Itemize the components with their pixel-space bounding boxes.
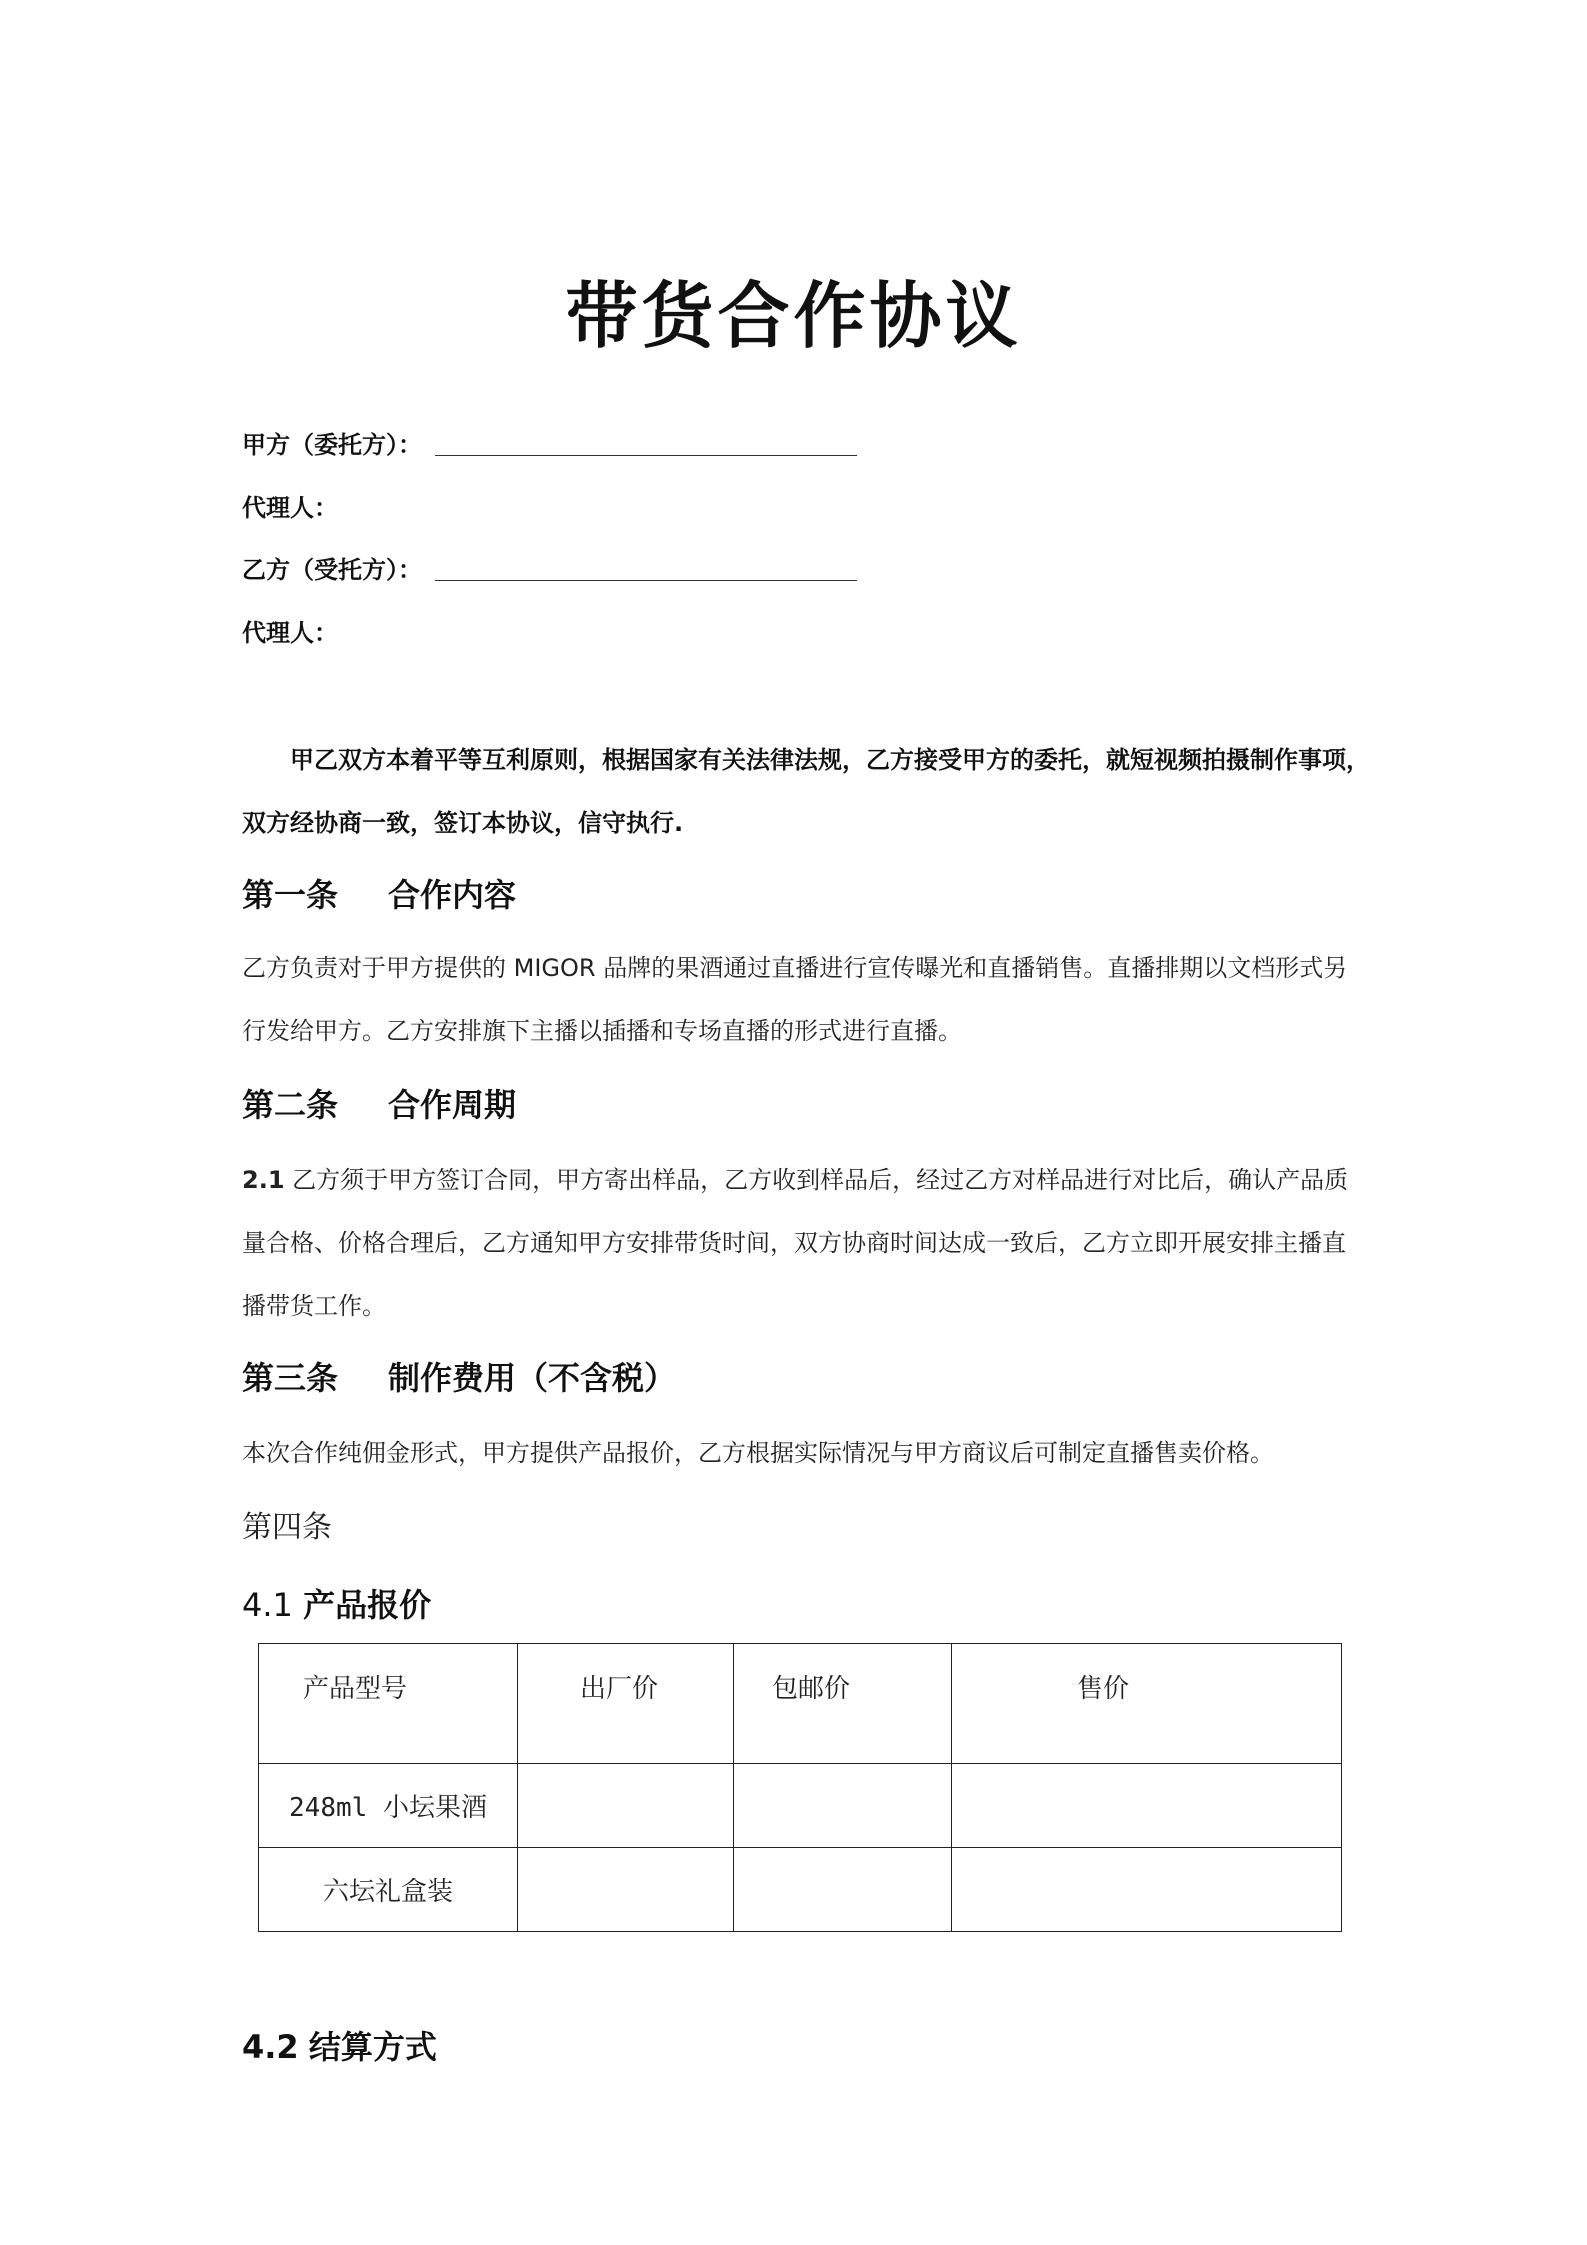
- row-1-factory-price: [518, 1764, 734, 1848]
- row-2-shipping-price: [734, 1848, 952, 1932]
- party-a-agent-label: 代理人：: [242, 494, 338, 522]
- intro-line-2: 双方经协商一致，签订本协议，信守执行.: [242, 809, 684, 837]
- header-shipping-included-price: 包邮价: [734, 1644, 952, 1764]
- article-3-line-1: 本次合作纯佣金形式，甲方提供产品报价，乙方根据实际情况与甲方商议后可制定直播售卖价格。: [242, 1439, 1274, 1467]
- party-b-label: 乙方（受托方）：: [242, 556, 422, 584]
- row-1-shipping-price: [734, 1764, 952, 1848]
- article-1-line-1: 乙方负责对于甲方提供的 MIGOR 品牌的果酒通过直播进行宣传曝光和直播销售。直播排期以文档形式另: [242, 954, 1348, 982]
- article-1-title: 合作内容: [388, 876, 517, 914]
- party-b-agent-label: 代理人：: [242, 619, 338, 647]
- article-1-number: 第一条: [242, 876, 339, 914]
- article-2-line-2: 量合格、价格合理后，乙方通知甲方安排带货时间，双方协商时间达成一致后，乙方立即开展安排主播直: [242, 1229, 1346, 1257]
- section-4-2-number: 4.2: [242, 2028, 299, 2066]
- table-row: [259, 1848, 1342, 1932]
- clause-2-1-number: 2.1: [242, 1166, 285, 1194]
- article-2-line-3: 播带货工作。: [242, 1292, 386, 1320]
- article-1-heading: [242, 870, 516, 916]
- party-b-signature-line: [435, 580, 857, 581]
- row-1-retail-price: [952, 1764, 1342, 1848]
- section-4-1-title: 产品报价: [303, 1586, 432, 1624]
- article-2-heading: [242, 1080, 516, 1126]
- row-2-retail-price: [952, 1848, 1342, 1932]
- article-3-heading: [242, 1353, 676, 1399]
- row-2-factory-price: [518, 1848, 734, 1932]
- price-table-header-row: [259, 1644, 1342, 1764]
- table-row: [259, 1764, 1342, 1848]
- article-3-title: 制作费用（不含税）: [388, 1359, 677, 1397]
- party-a-label: 甲方（委托方）：: [242, 431, 422, 459]
- header-factory-price: 出厂价: [518, 1644, 734, 1764]
- document-title: 带货合作协议: [565, 273, 1022, 358]
- row-1-product: 248ml 小坛果酒: [259, 1764, 518, 1848]
- header-retail-price: 售价: [952, 1644, 1342, 1764]
- article-2-title: 合作周期: [388, 1086, 517, 1124]
- row-2-product: 六坛礼盒装: [259, 1848, 518, 1932]
- article-3-number: 第三条: [242, 1359, 339, 1397]
- article-1-line-2: 行发给甲方。乙方安排旗下主播以插播和专场直播的形式进行直播。: [242, 1017, 962, 1045]
- section-4-1-number: 4.1: [242, 1586, 293, 1624]
- clause-2-1-text: 乙方须于甲方签订合同，甲方寄出样品，乙方收到样品后，经过乙方对样品进行对比后，确认产品质: [284, 1166, 1349, 1194]
- section-4-2-title: 结算方式: [308, 2028, 437, 2066]
- article-2-line-1: [242, 1160, 1348, 1195]
- intro-line-1: 甲乙双方本着平等互利原则，根据国家有关法律法规，乙方接受甲方的委托，就短视频拍摄制作事项，: [290, 746, 1370, 774]
- party-a-signature-line: [435, 455, 857, 456]
- section-4-2-heading: [242, 2022, 437, 2068]
- header-product-model: 产品型号: [259, 1644, 518, 1764]
- price-table: [258, 1643, 1342, 1932]
- article-2-number: 第二条: [242, 1086, 339, 1124]
- article-4-heading: 第四条: [242, 1510, 332, 1545]
- section-4-1-heading: [242, 1580, 431, 1626]
